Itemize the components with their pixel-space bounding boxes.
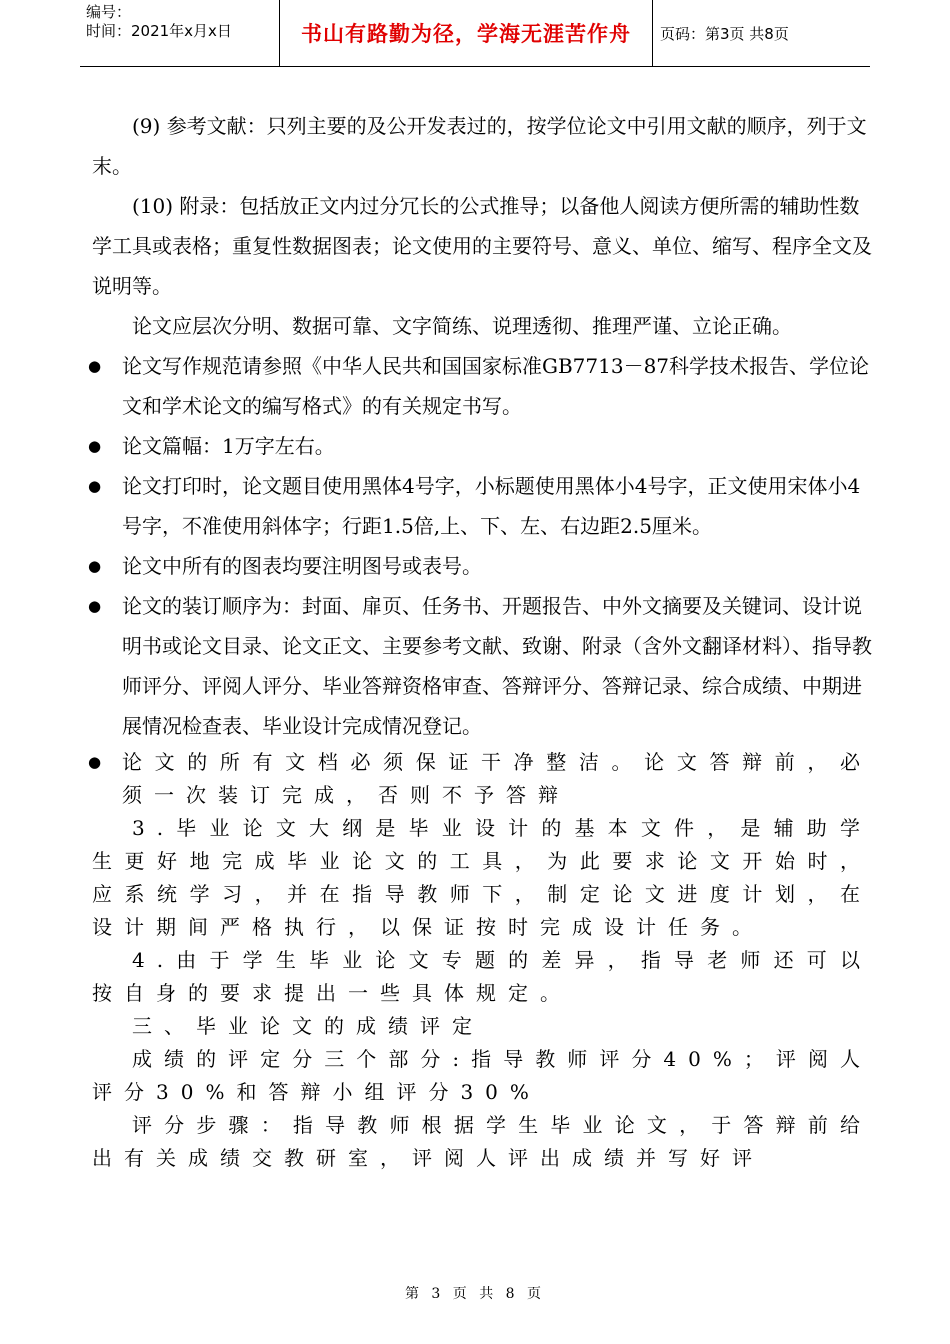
paragraph-references: (9) 参考文献：只列主要的及公开发表过的，按学位论文中引用文献的顺序，列于文末。 (92, 114, 867, 178)
page-footer: 第 3 页 共 8 页 (404, 1286, 546, 1302)
page-header (80, 0, 870, 67)
bullet-length: ● 论文篇幅：1万字左右。 (92, 426, 872, 466)
paragraph-appendix: (10) 附录：包括放正文内过分冗长的公式推导；以备他人阅读方便所需的辅助性数学工具或表格；重复性数据图表；论文使用的主要符号、意义、单位、缩写、程序全文及说明等。 (92, 194, 872, 298)
number-label: 编号： (86, 3, 132, 21)
header-motto: 书山有路勤为径，学海无涯苦作舟 (280, 0, 653, 66)
bullet-printing: ● 论文打印时，论文题目使用黑体4号字，小标题使用黑体小4号字，正文使用宋体小4号字，不准使用斜体字；行距1.5倍,上、下、左、右边距2.5厘米。 (92, 466, 872, 546)
paragraph-requirements: 论文应层次分明、数据可靠、文字简练、说理透彻、推理严谨、立论正确。 (132, 314, 792, 338)
bullet-writing-standard: ● 论文写作规范请参照《中华人民共和国国家标准GB7713－87科学技术报告、学位论文和学术论文的编写格式》的有关规定书写。 (92, 346, 872, 426)
section-heading-grading: 三、毕业论文的成绩评定 (132, 1014, 484, 1038)
paragraph-special-rules: 4.由于学生毕业论文专题的差异，指导老师还可以按自身的要求提出一些具体规定。 (92, 948, 872, 1005)
header-meta (80, 0, 280, 66)
document-body (92, 106, 872, 1175)
paragraph-grade-parts: 成绩的评定分三个部分:指导教师评分40%；评阅人评分30%和答辩小组评分30% (92, 1047, 872, 1104)
paragraph-grading-steps: 评分步骤：指导教师根据学生毕业论文，于答辩前给出有关成绩交教研室，评阅人评出成绩并写好评 (92, 1113, 872, 1170)
header-page-label: 页码：第3页 共8页 (660, 24, 789, 43)
bullet-clean-documents: ● 论文的所有文档必须保证干净整洁。论文答辩前，必须一次装订完成，否则不予答辩 (92, 746, 872, 812)
paragraph-outline: 3.毕业论文大纲是毕业设计的基本文件，是辅助学生更好地完成毕业论文的工具，为此要求论文开始时，应系统学习，并在指导教师下，制定论文进度计划，在设计期间严格执行，以保证按时完成设计任务。 (92, 816, 872, 939)
bullet-figures: ● 论文中所有的图表均要注明图号或表号。 (92, 546, 872, 586)
time-label: 时间：2021年x月x日 (86, 22, 232, 40)
bullet-binding-order: ● 论文的装订顺序为：封面、扉页、任务书、开题报告、中外文摘要及关键词、设计说明书或论文目录、论文正文、主要参考文献、致谢、附录（含外文翻译材料）、指导教师评分、评阅人评分、毕业答辩资格审查、答辩评分、答辩记录、综合成绩、中期进展情况检查表、毕业设计完成情况登记。 (92, 586, 872, 746)
